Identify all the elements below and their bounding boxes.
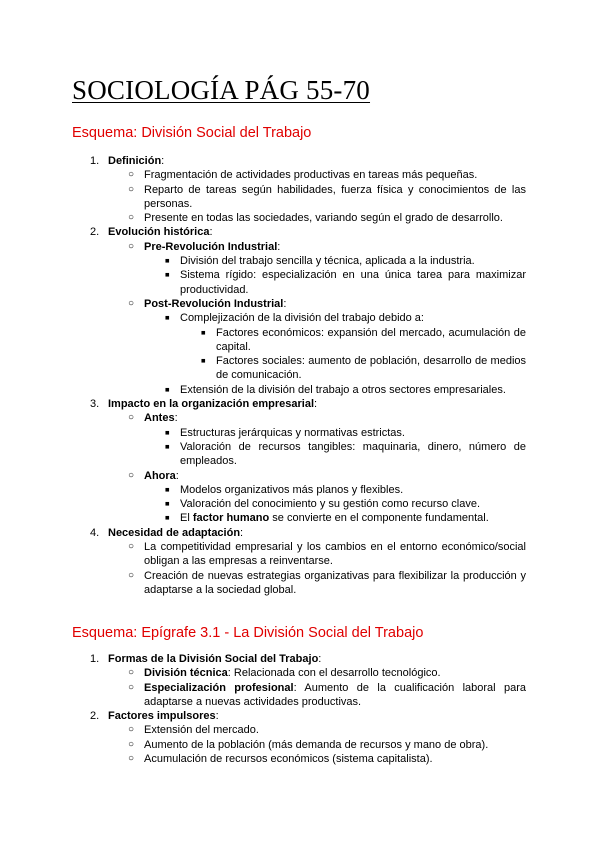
square-bullet-icon: ■ (165, 499, 170, 509)
square-bullet-icon: ■ (165, 270, 170, 280)
list-item: ■ Modelos organizativos más planos y flexibles. (165, 483, 404, 496)
circle-bullet-icon: ○ (128, 681, 135, 693)
square-bullet-icon: ■ (165, 427, 170, 437)
list-item-formas: 1. Formas de la División Social del Trabajo: (90, 653, 322, 665)
list-item: ○ Extensión del mercado. (128, 724, 259, 737)
circle-bullet-icon: ○ (128, 469, 135, 481)
list-item-impacto: 3. Impacto en la organización empresarial: (90, 398, 318, 411)
list-item: ■ Valoración del conocimiento y su gestión como recurso clave. (165, 498, 481, 511)
page-title: SOCIOLOGÍA PÁG 55-70 (72, 75, 371, 105)
item-label: Factores impulsores (108, 710, 216, 723)
list-number: 2. (90, 710, 100, 723)
square-bullet-icon: ■ (165, 484, 170, 494)
square-bullet-icon: ■ (165, 384, 170, 394)
section-heading-division-social: Esquema: División Social del Trabajo (72, 125, 312, 141)
square-bullet-icon: ■ (165, 313, 170, 323)
item-label: Post-Revolución Industrial (144, 297, 284, 310)
section-heading-epigrafe: Esquema: Epígrafe 3.1 - La División Social del Trabajo (72, 625, 424, 641)
list-item: ■ División del trabajo sencilla y técnica, aplicada a la industria. (165, 255, 475, 268)
list-item: ○ Reparto de tareas según habilidades, fuerza física y conocimientos de las personas. (128, 183, 526, 210)
item-label: Evolución histórica (108, 226, 210, 239)
circle-bullet-icon: ○ (128, 183, 135, 195)
list-item: ■ Complejización de la división del trabajo debido a: (165, 312, 424, 325)
list-number: 4. (90, 526, 100, 539)
list-item-definicion: 1. Definición: (90, 155, 165, 167)
item-label: Antes (144, 412, 175, 425)
list-item: ■ Extensión de la división del trabajo a otros sectores empresariales. (165, 383, 506, 396)
square-bullet-icon: ■ (165, 256, 170, 266)
list-item: ○ Acumulación de recursos económicos (sistema capitalista). (128, 753, 433, 766)
square-bullet-icon: ■ (165, 441, 170, 451)
square-bullet-icon: ■ (201, 327, 206, 337)
circle-bullet-icon: ○ (128, 667, 135, 679)
square-bullet-icon: ■ (165, 513, 170, 523)
list-item-ahora: ○ Ahora: (128, 469, 179, 482)
list-item: ■ Sistema rígido: especialización en una única tarea para maximizar productividad. (165, 269, 526, 296)
outline-epigrafe (72, 652, 526, 766)
list-item: ■ Estructuras jerárquicas y normativas estrictas. (165, 426, 405, 439)
item-label: Formas de la División Social del Trabajo (108, 653, 319, 665)
outline-division-social (72, 154, 526, 597)
circle-bullet-icon: ○ (128, 753, 135, 765)
list-item-adaptacion: 4. Necesidad de adaptación: (90, 526, 244, 539)
list-item: ■ Factores sociales: aumento de población, desarrollo de medios de comunicación. (201, 355, 526, 382)
circle-bullet-icon: ○ (128, 297, 135, 309)
item-label: Impacto en la organización empresarial (108, 398, 315, 411)
list-item: ○ Fragmentación de actividades productivas en tareas más pequeñas. (128, 169, 478, 182)
list-item: ○ Creación de nuevas estrategias organizativas para flexibilizar la producción y adaptarse a la sociedad global. (128, 569, 526, 596)
circle-bullet-icon: ○ (128, 738, 135, 750)
list-number: 1. (90, 653, 100, 665)
circle-bullet-icon: ○ (128, 541, 135, 553)
item-label: Pre-Revolución Industrial (144, 240, 278, 253)
list-item-evolucion-historica: 2. Evolución histórica: (90, 226, 213, 239)
list-number: 3. (90, 398, 100, 411)
circle-bullet-icon: ○ (128, 412, 135, 424)
circle-bullet-icon: ○ (128, 724, 135, 736)
circle-bullet-icon: ○ (128, 569, 135, 581)
square-bullet-icon: ■ (201, 356, 206, 366)
item-label: Definición (108, 155, 162, 167)
list-item-factores-impulsores: 2. Factores impulsores: (90, 710, 219, 723)
item-label: Ahora (144, 469, 176, 482)
list-number: 1. (90, 155, 100, 167)
list-item-antes: ○ Antes: (128, 412, 178, 425)
list-item: ○ Presente en todas las sociedades, variando según el grado de desarrollo. (128, 212, 503, 225)
circle-bullet-icon: ○ (128, 169, 135, 181)
list-item: ○ La competitividad empresarial y los cambios en el entorno económico/social obligan a las empresas a reinventarse. (128, 541, 526, 568)
item-label: Necesidad de adaptación (108, 526, 241, 539)
list-item-pre-revolucion: ○ Pre-Revolución Industrial: (128, 240, 281, 253)
list-item: ○ Especialización profesional: Aumento de la cualificación laboral para adaptarse a nuevas actividades productivas. (128, 681, 526, 708)
circle-bullet-icon: ○ (128, 240, 135, 252)
list-item: ○ División técnica: Relacionada con el desarrollo tecnológico. (128, 667, 441, 680)
list-number: 2. (90, 226, 100, 239)
list-item: ■ Factores económicos: expansión del mercado, acumulación de capital. (201, 326, 526, 353)
list-item: ○ Aumento de la población (más demanda de recursos y mano de obra). (128, 738, 489, 751)
list-item: ■ Valoración de recursos tangibles: maquinaria, dinero, número de empleados. (165, 440, 526, 468)
list-item-post-revolucion: ○ Post-Revolución Industrial: (128, 297, 287, 310)
circle-bullet-icon: ○ (128, 212, 135, 224)
list-item: ■ El factor humano se convierte en el componente fundamental. (165, 512, 489, 525)
